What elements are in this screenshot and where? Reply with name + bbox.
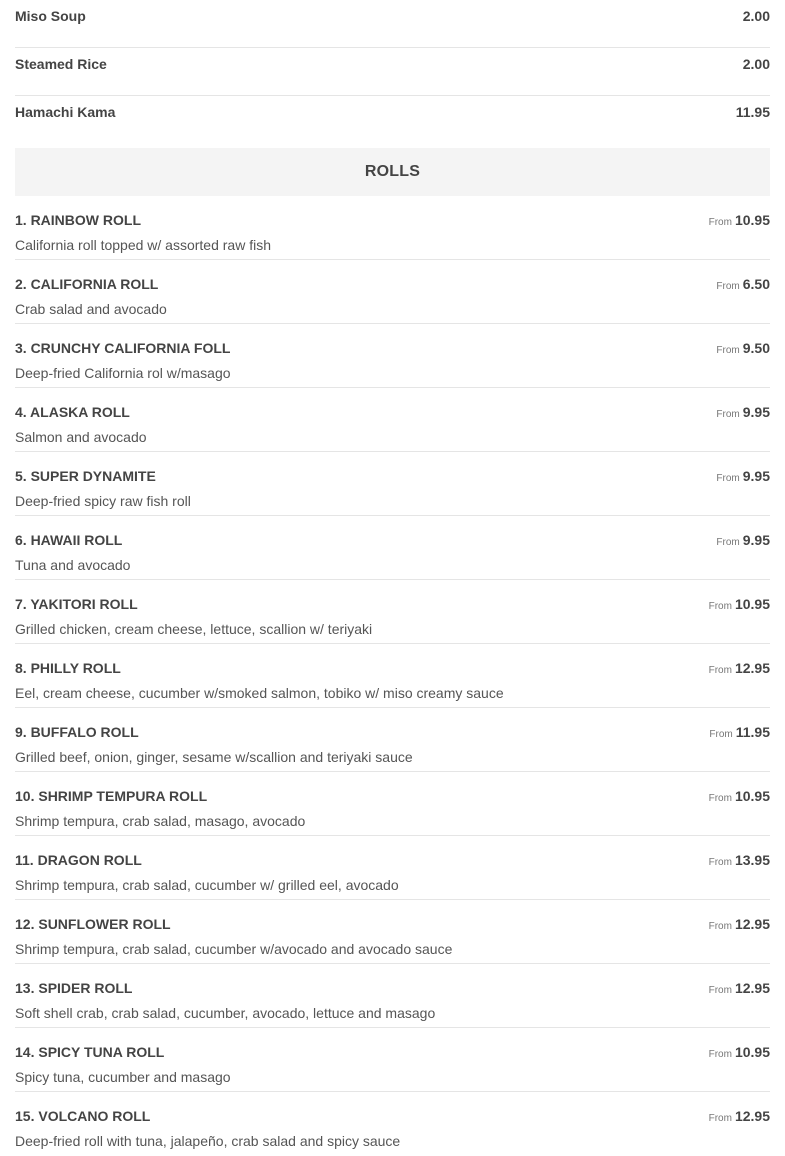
roll-price-group <box>709 788 770 806</box>
roll-price-group <box>709 916 770 934</box>
roll-price-group <box>716 276 770 294</box>
roll-price-group <box>716 340 770 358</box>
menu-item-roll[interactable] <box>15 644 770 708</box>
from-label: From <box>708 665 732 676</box>
menu-item-roll[interactable] <box>15 324 770 388</box>
roll-name: 9. BUFFALO ROLL <box>15 724 139 740</box>
roll-name: 11. DRAGON ROLL <box>15 852 142 868</box>
from-label: From <box>716 473 740 484</box>
roll-price-group <box>716 532 770 550</box>
from-label: From <box>716 345 740 356</box>
roll-price: 10.95 <box>734 788 770 804</box>
roll-description: Crab salad and avocado <box>15 301 167 317</box>
roll-description: Spicy tuna, cucumber and masago <box>15 1069 231 1085</box>
menu-item-roll[interactable] <box>15 516 770 580</box>
section-header-rolls: ROLLS <box>15 148 770 196</box>
roll-description: Shrimp tempura, crab salad, cucumber w/ grilled eel, avocado <box>15 877 399 893</box>
from-label: From <box>716 281 740 292</box>
roll-price: 9.95 <box>742 468 770 484</box>
menu-item-steamed-rice[interactable] <box>15 48 770 96</box>
roll-price-group <box>716 468 770 486</box>
roll-description: Shrimp tempura, crab salad, masago, avocado <box>15 813 306 829</box>
roll-name: 5. SUPER DYNAMITE <box>15 468 156 484</box>
roll-price: 10.95 <box>734 1044 770 1060</box>
roll-description: Tuna and avocado <box>15 557 131 573</box>
roll-header <box>15 980 770 998</box>
roll-description: Deep-fried roll with tuna, jalapeño, crab salad and spicy sauce <box>15 1133 401 1149</box>
menu-item-name: Hamachi Kama <box>15 104 116 120</box>
roll-price-group <box>709 660 770 678</box>
roll-header <box>15 276 770 294</box>
roll-price-group <box>709 980 770 998</box>
roll-price: 13.95 <box>734 852 770 868</box>
menu-item-roll[interactable] <box>15 900 770 964</box>
roll-price: 9.95 <box>742 404 770 420</box>
from-label: From <box>709 729 733 740</box>
roll-name: 10. SHRIMP TEMPURA ROLL <box>15 788 208 804</box>
roll-name: 13. SPIDER ROLL <box>15 980 133 996</box>
menu-item-roll[interactable] <box>15 196 770 260</box>
roll-header <box>15 404 770 422</box>
roll-price-group <box>709 1044 770 1062</box>
menu-item-name: Steamed Rice <box>15 56 107 72</box>
roll-name: 8. PHILLY ROLL <box>15 660 121 676</box>
roll-description: Soft shell crab, crab salad, cucumber, avocado, lettuce and masago <box>15 1005 436 1021</box>
roll-name: 4. ALASKA ROLL <box>15 404 130 420</box>
roll-header <box>15 532 770 550</box>
from-label: From <box>708 857 732 868</box>
menu-item-roll[interactable] <box>15 1028 770 1092</box>
roll-header <box>15 212 770 230</box>
from-label: From <box>708 1049 732 1060</box>
roll-header <box>15 1108 770 1126</box>
menu-item-roll[interactable] <box>15 388 770 452</box>
roll-name: 7. YAKITORI ROLL <box>15 596 138 612</box>
roll-price-group <box>709 724 770 742</box>
roll-price-group <box>709 852 770 870</box>
roll-description: Deep-fried spicy raw fish roll <box>15 493 191 509</box>
roll-header <box>15 340 770 358</box>
roll-description: Grilled beef, onion, ginger, sesame w/scallion and teriyaki sauce <box>15 749 413 765</box>
menu-item-price: 2.00 <box>742 56 770 72</box>
from-label: From <box>708 601 732 612</box>
roll-name: 2. CALIFORNIA ROLL <box>15 276 159 292</box>
roll-price-group <box>709 1108 770 1126</box>
roll-price: 9.95 <box>742 532 770 548</box>
roll-header <box>15 788 770 806</box>
roll-price: 9.50 <box>742 340 770 356</box>
menu-item-roll[interactable] <box>15 260 770 324</box>
roll-description: Deep-fried California rol w/masago <box>15 365 231 381</box>
roll-header <box>15 916 770 934</box>
roll-header <box>15 596 770 614</box>
roll-price: 12.95 <box>734 660 770 676</box>
menu-item-price: 2.00 <box>742 8 770 24</box>
from-label: From <box>716 537 740 548</box>
roll-name: 12. SUNFLOWER ROLL <box>15 916 171 932</box>
roll-description: Grilled chicken, cream cheese, lettuce, scallion w/ teriyaki <box>15 621 373 637</box>
menu-item-roll[interactable] <box>15 708 770 772</box>
from-label: From <box>708 793 732 804</box>
roll-description: California roll topped w/ assorted raw fish <box>15 237 272 253</box>
roll-name: 14. SPICY TUNA ROLL <box>15 1044 165 1060</box>
menu-item-miso-soup[interactable] <box>15 0 770 48</box>
rolls-list <box>15 196 770 1156</box>
menu-item-roll[interactable] <box>15 772 770 836</box>
roll-description: Salmon and avocado <box>15 429 147 445</box>
roll-price-group <box>709 212 770 230</box>
from-label: From <box>708 1113 732 1124</box>
roll-header <box>15 724 770 742</box>
roll-description: Shrimp tempura, crab salad, cucumber w/avocado and avocado sauce <box>15 941 453 957</box>
from-label: From <box>708 921 732 932</box>
from-label: From <box>708 985 732 996</box>
menu-item-roll[interactable] <box>15 964 770 1028</box>
menu-item-roll[interactable] <box>15 1092 770 1156</box>
roll-name: 15. VOLCANO ROLL <box>15 1108 151 1124</box>
roll-price-group <box>716 404 770 422</box>
menu-item-hamachi-kama[interactable] <box>15 96 770 144</box>
menu-item-name: Miso Soup <box>15 8 86 24</box>
roll-header <box>15 852 770 870</box>
roll-price: 11.95 <box>735 724 770 740</box>
roll-price: 12.95 <box>734 1108 770 1124</box>
roll-header <box>15 660 770 678</box>
roll-price: 12.95 <box>734 916 770 932</box>
from-label: From <box>708 217 732 228</box>
from-label: From <box>716 409 740 420</box>
roll-header <box>15 468 770 486</box>
roll-price: 6.50 <box>742 276 770 292</box>
menu-item-roll[interactable] <box>15 452 770 516</box>
menu-item-price: 11.95 <box>735 104 770 120</box>
roll-price: 12.95 <box>734 980 770 996</box>
roll-name: 3. CRUNCHY CALIFORNIA FOLL <box>15 340 231 356</box>
roll-name: 6. HAWAII ROLL <box>15 532 123 548</box>
roll-description: Eel, cream cheese, cucumber w/smoked salmon, tobiko w/ miso creamy sauce <box>15 685 504 701</box>
menu-item-roll[interactable] <box>15 836 770 900</box>
menu-item-roll[interactable] <box>15 580 770 644</box>
roll-price-group <box>709 596 770 614</box>
menu <box>15 0 770 1156</box>
roll-price: 10.95 <box>734 596 770 612</box>
roll-price: 10.95 <box>734 212 770 228</box>
roll-header <box>15 1044 770 1062</box>
roll-name: 1. RAINBOW ROLL <box>15 212 141 228</box>
